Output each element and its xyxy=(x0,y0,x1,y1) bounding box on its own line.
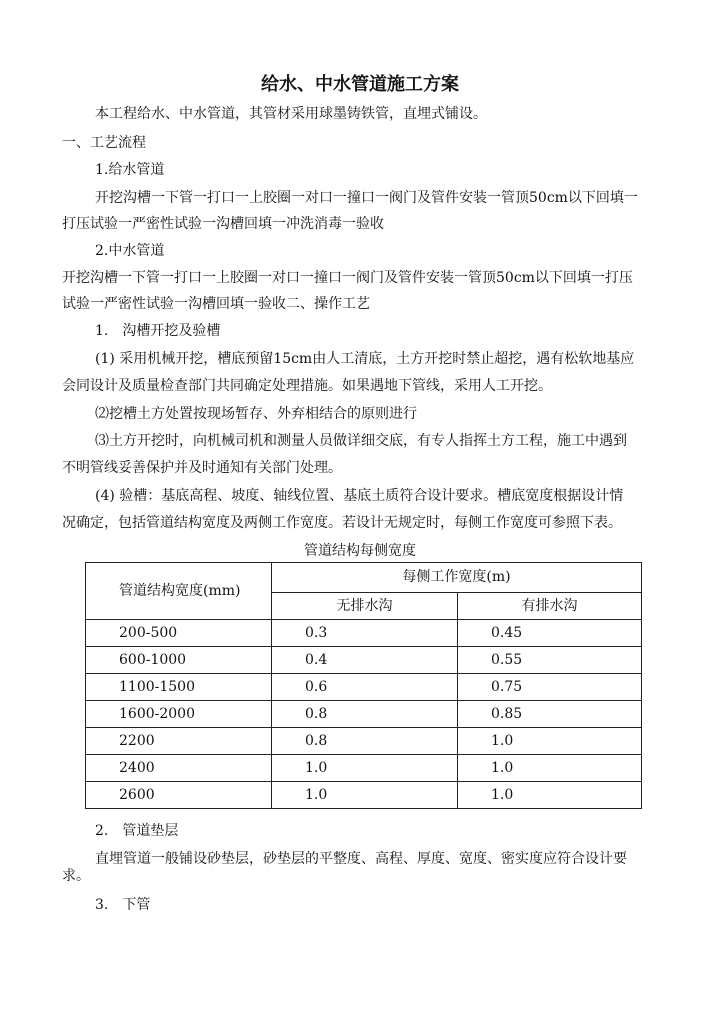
table-cell: 1.0 xyxy=(458,755,642,782)
table-cell: 600-1000 xyxy=(86,647,272,674)
page-title: 给水、中水管道施工方案 xyxy=(261,74,459,95)
table-cell: 2200 xyxy=(86,728,272,755)
table-cell: 1100-1500 xyxy=(86,674,272,701)
item-heading-bedding: 2. 管道垫层 xyxy=(95,823,179,839)
table-cell: 0.85 xyxy=(458,701,642,728)
table-cell: 2600 xyxy=(86,782,272,809)
paragraph-line: 求。 xyxy=(62,868,90,884)
table-row xyxy=(86,782,642,809)
table-row xyxy=(86,647,642,674)
paragraph-line: (4) 验槽：基底高程、坡度、轴线位置、基底土质符合设计要求。槽底宽度根据设计情 xyxy=(95,488,624,504)
section-heading-process: 一、工艺流程 xyxy=(62,135,146,151)
table-cell: 2400 xyxy=(86,755,272,782)
work-width-table xyxy=(85,562,642,809)
table-header-with-drain: 有排水沟 xyxy=(458,592,642,619)
table-cell: 0.75 xyxy=(458,674,642,701)
table-header-structure-width: 管道结构宽度(mm) xyxy=(86,563,272,620)
table-row xyxy=(86,755,642,782)
table-cell: 1.0 xyxy=(272,782,458,809)
water-supply-flow-line: 开挖沟槽一下管一打口一上胶圈一对口一撞口一阀门及管件安装一管顶50cm以下回填一 xyxy=(95,190,638,206)
table-row xyxy=(86,728,642,755)
table-header-no-drain: 无排水沟 xyxy=(272,592,458,619)
intro-paragraph: 本工程给水、中水管道，其管材采用球墨铸铁管，直埋式铺设。 xyxy=(95,106,487,122)
table-cell: 1.0 xyxy=(458,728,642,755)
table-cell: 0.6 xyxy=(272,674,458,701)
table-header-work-width: 每侧工作宽度(m) xyxy=(272,563,642,593)
paragraph-line: 直埋管道一般铺设砂垫层，砂垫层的平整度、高程、厚度、宽度、密实度应符合设计要 xyxy=(95,851,627,867)
table-cell: 200-500 xyxy=(86,620,272,647)
table-cell: 1600-2000 xyxy=(86,701,272,728)
table-row xyxy=(86,674,642,701)
table-row xyxy=(86,701,642,728)
table-cell: 0.8 xyxy=(272,728,458,755)
paragraph-line: 会同设计及质量检查部门共同确定处理措施。如果遇地下管线，采用人工开挖。 xyxy=(62,378,552,394)
reclaimed-water-flow-line: 开挖沟槽一下管一打口一上胶圈一对口一撞口一阀门及管件安装一管顶50cm以下回填一打压 xyxy=(62,270,633,286)
paragraph-line: 况确定，包括管道结构宽度及两侧工作宽度。若设计无规定时，每侧工作宽度可参照下表。 xyxy=(62,515,622,531)
table-cell: 1.0 xyxy=(458,782,642,809)
table-row xyxy=(86,620,642,647)
paragraph-line: (1) 采用机械开挖，槽底预留15cm由人工清底，土方开挖时禁止超挖，遇有松软地基应 xyxy=(95,351,635,367)
table-cell: 0.4 xyxy=(272,647,458,674)
item-heading-trench: 1. 沟槽开挖及验槽 xyxy=(95,323,221,339)
table-cell: 0.8 xyxy=(272,701,458,728)
table-cell: 0.45 xyxy=(458,620,642,647)
item-heading-lowering: 3. 下管 xyxy=(95,897,151,913)
water-supply-flow-line: 打压试验一严密性试验一沟槽回填一冲洗消毒一验收 xyxy=(62,216,384,232)
paragraph-line: ⑶土方开挖时，向机械司机和测量人员做详细交底，有专人指挥土方工程，施工中遇到 xyxy=(95,433,627,449)
paragraph-line: 不明管线妥善保护并及时通知有关部门处理。 xyxy=(62,460,342,476)
reclaimed-water-flow-line: 试验一严密性试验一沟槽回填一验收二、操作工艺 xyxy=(62,296,370,312)
table-caption: 管道结构每侧宽度 xyxy=(304,543,416,559)
paragraph-line: ⑵挖槽土方处置按现场暂存、外弃相结合的原则进行 xyxy=(95,406,417,422)
subheading-water-supply: 1.给水管道 xyxy=(95,162,165,178)
subheading-reclaimed-water: 2.中水管道 xyxy=(95,243,165,259)
table-cell: 0.55 xyxy=(458,647,642,674)
table-cell: 1.0 xyxy=(272,755,458,782)
table-cell: 0.3 xyxy=(272,620,458,647)
